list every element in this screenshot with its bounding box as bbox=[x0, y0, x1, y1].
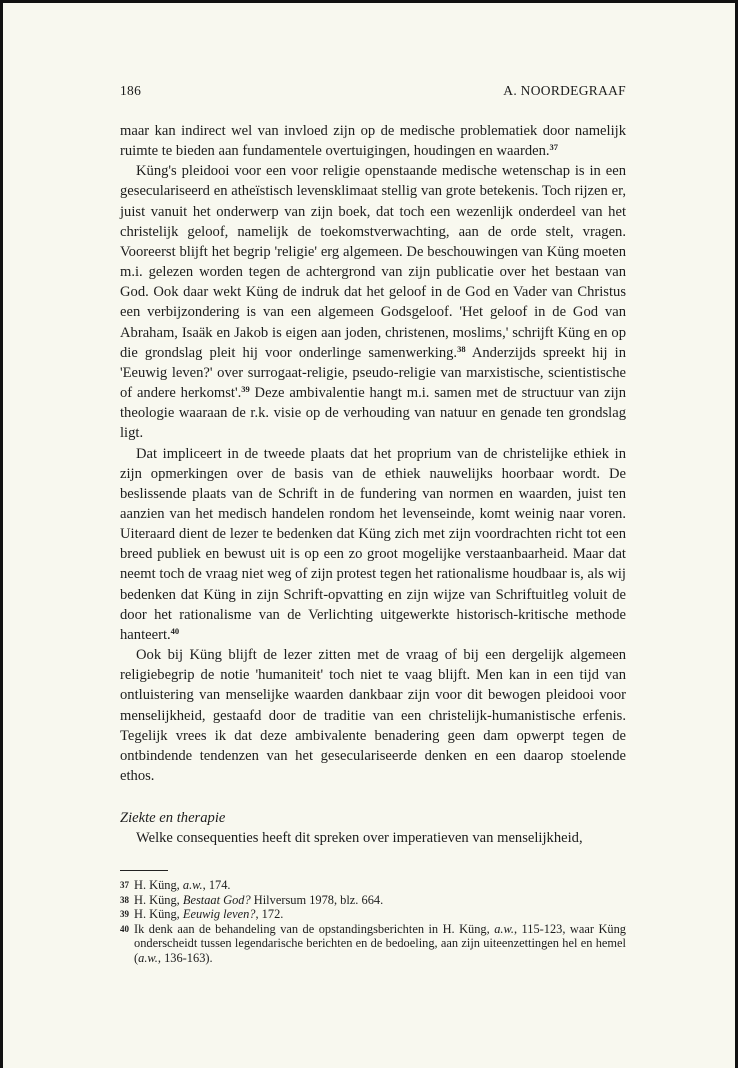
footnote-number: 38 bbox=[120, 894, 129, 905]
footnote-37 bbox=[120, 878, 626, 893]
footnote-number: 40 bbox=[120, 923, 129, 934]
paragraph-1: maar kan indirect wel van invloed zijn op de medische problematiek door namelijk ruimte te bieden aan fundamentele overtuigingen, houdingen en waarden.$^{37}$ bbox=[120, 123, 626, 160]
section-first-line: Welke consequenties heeft dit spreken over imperatieven van menselijkheid, bbox=[136, 830, 583, 846]
page-number: 186 bbox=[120, 83, 142, 98]
footnote-text: H. Küng, a.w., 174. bbox=[134, 878, 231, 892]
section-heading: Ziekte en therapie bbox=[120, 810, 226, 826]
footnote-40 bbox=[120, 922, 626, 966]
running-header bbox=[120, 83, 626, 99]
footnote-number: 39 bbox=[120, 909, 129, 920]
footnotes bbox=[120, 878, 626, 966]
body-text bbox=[120, 121, 626, 786]
footnote-ref-40: 40 bbox=[170, 625, 180, 636]
footnote-divider bbox=[120, 870, 168, 871]
paragraph-3: Dat impliceert in de tweede plaats dat het proprium van de christelijke ethiek in zijn opmerkingen over de basis van de ethiek nauwelijks hoorbaar wordt. De beslissende plaats van de Schrift in de fundering van normen en waarden, juist ten aanzien van het medisch handelen rondom het levenseinde, komt weinig naar voren. Uiteraard dient de lezer te bedenken dat Küng zich met zijn voordrachten richt tot een breed publiek en bewust uit is op een zo groot mogelijke verstaanbaarheid. Maar dat neemt toch de vraag niet weg of zijn protest tegen het rationalisme houdbaar is, als wij bedenken dat Küng in zijn Schrift-opvatting en zijn wijze van Schriftuitleg voluit de door het rationalisme van de Verlichting uitgewerkte historisch-kritische methode hanteert.$^{40}$ bbox=[120, 445, 626, 643]
paragraph-2: Küng's pleidooi voor een voor religie openstaande medische wetenschap is in een geseculariseerd en atheïstisch levensklimaat stellig van grote betekenis. Toch rijzen er, juist vanuit het onderwerp van zijn boek, dat toch een wezenlijk onderdeel van het christelijk geloof, namelijk de toekomstverwachting, aan de orde stelt, vragen. Vooreerst blijft het begrip 'religie' erg algemeen. De beschouwingen van Küng moeten m.i. gelezen worden tegen de achtergrond van zijn publicatie over het bestaan van God. Ook daar wekt Küng de indruk dat het geloof in de God en Vader van Christus een verbijzondering is van een algemeen Godsgeloof. 'Het geloof in de God van Abraham, Isaäk en Jakob is eigen aan joden, christenen, moslims,' schrijft Küng en op die grondslag pleit hij voor onderlinge samenwerking.$^{38}$ Anderzijds spreekt hij in 'Eeuwig leven?' over surrogaat-religie, pseudo-religie van marxistische, scientistische of andere herkomst'.$^{39}$ Deze ambivalentie hangt m.i. samen met de structuur van zijn theologie waaraan de r.k. visie op de verhouding van natuur en genade ten grondslag ligt. bbox=[120, 163, 626, 442]
footnote-text: H. Küng, Eeuwig leven?, 172. bbox=[134, 907, 284, 922]
running-title: A. NOORDEGRAAF bbox=[503, 83, 626, 98]
footnote-38 bbox=[120, 893, 626, 908]
footnote-text: H. Küng, Bestaat God? Hilversum 1978, blz. 664. bbox=[134, 892, 384, 907]
footnote-text: Ik denk aan de behandeling van de opstandingsberichten in H. Küng, a.w., 115-123, waar Küng onderscheidt tussen legendarische berichten en de bedoeling, aan zijn uiteenzettingen hel en hemel (a.w., 136-163). bbox=[134, 921, 626, 965]
paragraph-4: Ook bij Küng blijft de lezer zitten met de vraag of bij een dergelijk algemeen religiebegrip de notie 'humaniteit' toch niet te vaag blijft. Men kan in een tijd van ontluistering van menselijke waarden dankbaar zijn voor dit bewogen pleidooi voor menselijkheid, gestaafd door de traditie van een christelijk-humanistische erfenis. Tegelijk vrees ik dat deze ambivalente benadering geen dam opwerpt tegen de ontbindende tendenzen van het geseculariseerde denken en een daarop stoelende ethos. bbox=[120, 647, 626, 784]
footnote-ref-39: 39 bbox=[241, 384, 250, 395]
footnote-ref-37: 37 bbox=[549, 142, 559, 153]
footnote-number: 37 bbox=[120, 880, 129, 890]
footnote-ref-38: 38 bbox=[457, 343, 466, 354]
footnote-39 bbox=[120, 907, 626, 922]
